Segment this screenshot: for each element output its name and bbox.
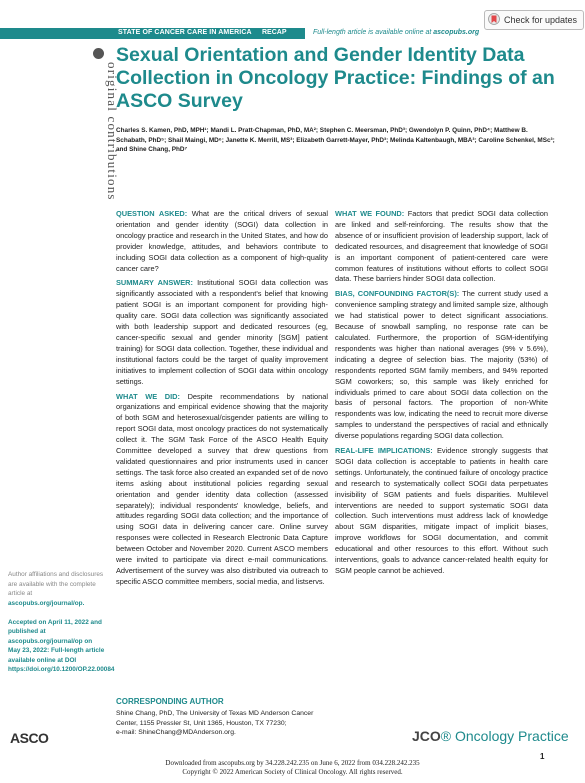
para-label: REAL-LIFE IMPLICATIONS: <box>335 446 433 456</box>
fulltext-note <box>313 29 479 36</box>
what-we-found <box>335 209 548 285</box>
bookmark-icon <box>488 13 500 27</box>
real-life-implications <box>335 446 548 577</box>
corresponding-heading: CORRESPONDING AUTHOR <box>116 697 224 706</box>
accepted-note-rest: on May 23, 2022: Full-length article available online at DOI <box>8 637 105 664</box>
para-text: Despite recommendations by national organizations and empirical evidence showing that the majority of both SGM and heterosexual/cisgender patients are willing to report SOGI data, most oncology practices do not systematically collect it. The SGM Task Force of the ASCO Health Equity Committee developed a survey that drew questions from validated questionnaires and prior instruments used in cancer settings. The task force also created an expanded set of de novo items asking about institutional policies regarding sexual orientation and gender identity data collection (assessed separately); individual respondents' knowledge, beliefs, and attitudes regarding SOGI data collection; and the importance of using SOGI data in delivering cancer care. Online survey responses were collected in Research Electronic Data Capture between October and November 2020. Current ASCO members were invited to participate via direct e-mail communications. Advertisement of the survey was also distributed via outreach to specific ASCO committee members, social media, and listservs. <box>116 391 328 586</box>
check-updates-label: Check for updates <box>504 15 578 25</box>
fulltext-prefix: Full-length article is available online at <box>313 29 434 36</box>
article-title: Sexual Orientation and Gender Identity Data Collection in Oncology Practice: Findings of an ASCO Survey <box>116 44 555 112</box>
para-text: Institutional SOGI data collection was significantly associated with a respondent's belief that knowing patient SOGI is an important component for providing high-quality care. SOGI data collection was significantly associated with both leadership support and dedicated resources (eg, cancer-specific sexual and gender minority [SGM] patient training) for SOGI data collection. Together, these individual and institutional factors could be the target of quality improvement initiatives to implement collection of SOGI data within oncology settings. <box>116 278 328 386</box>
question-asked <box>116 209 328 274</box>
para-label: BIAS, CONFOUNDING FACTOR(S): <box>335 289 460 299</box>
sidebar-notes <box>8 570 115 675</box>
para-text: The current study used a convenience sampling strategy and limited sample size, although we had statistical power to detect significant associations. Because of snowball sampling, no response rate can be calculated. Furthermore, the proportion of SGM-identifying respondents was higher than national averages (9% v 5.6%), indicating a degree of selection bias. The majority (53%) of respondents reported SGM family members, and 94% reported SGM coworkers; so, this sample was likely enriched for individuals primed to care about SOGI data collection on the basis of personal factors. The proportion of non-White respondents was low, indicating the need to recruit more diverse samples to understand the perspectives of racial and ethnically diverse populations regarding SOGI data collection. <box>335 289 548 441</box>
check-updates-button[interactable] <box>484 10 584 30</box>
para-text: What are the critical drivers of sexual orientation and gender identity (SOGI) data collection in oncology practice and research in the United States, and how do provider knowledge, attitudes, and behaviors contribute to including SOGI data collection as a component of high-quality cancer care? <box>116 209 328 273</box>
doi-link[interactable]: https://doi.org/10.1200/OP.22.00084 <box>8 666 115 673</box>
footer-download-line: Downloaded from ascopubs.org by 34.228.242.235 on June 6, 2022 from 034.228.242.235 <box>165 759 420 767</box>
section-label: original contributions <box>105 62 120 201</box>
jco-logo-prefix: JCO <box>412 728 441 744</box>
recap-label: RECAP <box>262 29 287 36</box>
section-title: STATE OF CANCER CARE IN AMERICA <box>118 29 252 36</box>
open-access-icon <box>93 48 104 59</box>
affiliation-note: Author affiliations and disclosures are available with the complete article at <box>8 571 104 597</box>
what-we-did <box>116 392 328 588</box>
corresponding-email[interactable]: e-mail: ShineChang@MDAnderson.org. <box>116 729 236 736</box>
corresponding-author <box>116 709 336 738</box>
footer-copyright-line: Copyright © 2022 American Society of Clinical Oncology. All rights reserved. <box>182 767 403 776</box>
bias-confounding <box>335 289 548 442</box>
para-label: SUMMARY ANSWER: <box>116 278 193 288</box>
para-label: QUESTION ASKED: <box>116 209 188 218</box>
page-number: 1 <box>540 752 545 761</box>
para-text: Factors that predict SOGI data collection are linked and self-reinforcing. The results show that the absence of or insufficient provision of leadership support, lack of dedicated resources, and disagreement that knowledge of SOGI is an important component of patient-centered care were common features of institutions without efforts to collect SOGI data. These barriers hinder SOGI data collection. <box>335 209 548 284</box>
asco-logo: ASCO <box>10 730 49 746</box>
jco-logo-rest: ® Oncology Practice <box>440 728 569 744</box>
download-footer <box>0 759 585 776</box>
corresponding-address: Shine Chang, PhD, The University of Texas MD Anderson Cancer Center, 1155 Pressler St, Unit 1365, Houston, TX 77230; <box>116 710 314 727</box>
accepted-note: Accepted on April 11, 2022 and published at <box>8 618 102 635</box>
left-column <box>116 209 328 592</box>
affiliation-link[interactable]: ascopubs.org/journal/op. <box>8 599 85 607</box>
para-label: WHAT WE DID: <box>116 391 180 401</box>
para-text: Evidence strongly suggests that SOGI data collection is acceptable to patients in health care settings. Unfortunately, the continued failure of oncology practice and research to systematically collect SOGI data perpetuates invisibility of SGM patients and fuels disparities. Multilevel interventions are needed to support systematic SOGI data collection. Such interventions must address lack of knowledge about SGM disparities, mitigate impact of implicit biases, improve workflows for SOGI documentation, and commit educational and other resources to this effort. Without such interventions, goals to advance cancer-related health equity for SGM people cannot be achieved. <box>335 446 548 575</box>
author-list: Charles S. Kamen, PhD, MPH¹; Mandi L. Pratt-Chapman, PhD, MA²; Stephen C. Meersman, PhD³; Gwendolyn P. Quinn, PhD⁴; Matthew B. Schabath, PhD⁵; Shail Maingi, MD⁶; Janette K. Merrill, MS³; Elizabeth Garrett-Mayer, PhD³; Melinda Kaltenbaugh, MBA³; Caroline Schenkel, MSc³; and Shine Chang, PhD⁷ <box>116 127 555 154</box>
summary-answer <box>116 278 328 387</box>
journal-link[interactable]: ascopubs.org/journal/op <box>8 637 83 645</box>
fulltext-link[interactable]: ascopubs.org <box>433 29 480 36</box>
para-label: WHAT WE FOUND: <box>335 209 405 218</box>
jco-logo <box>412 728 569 744</box>
right-column <box>335 209 548 581</box>
